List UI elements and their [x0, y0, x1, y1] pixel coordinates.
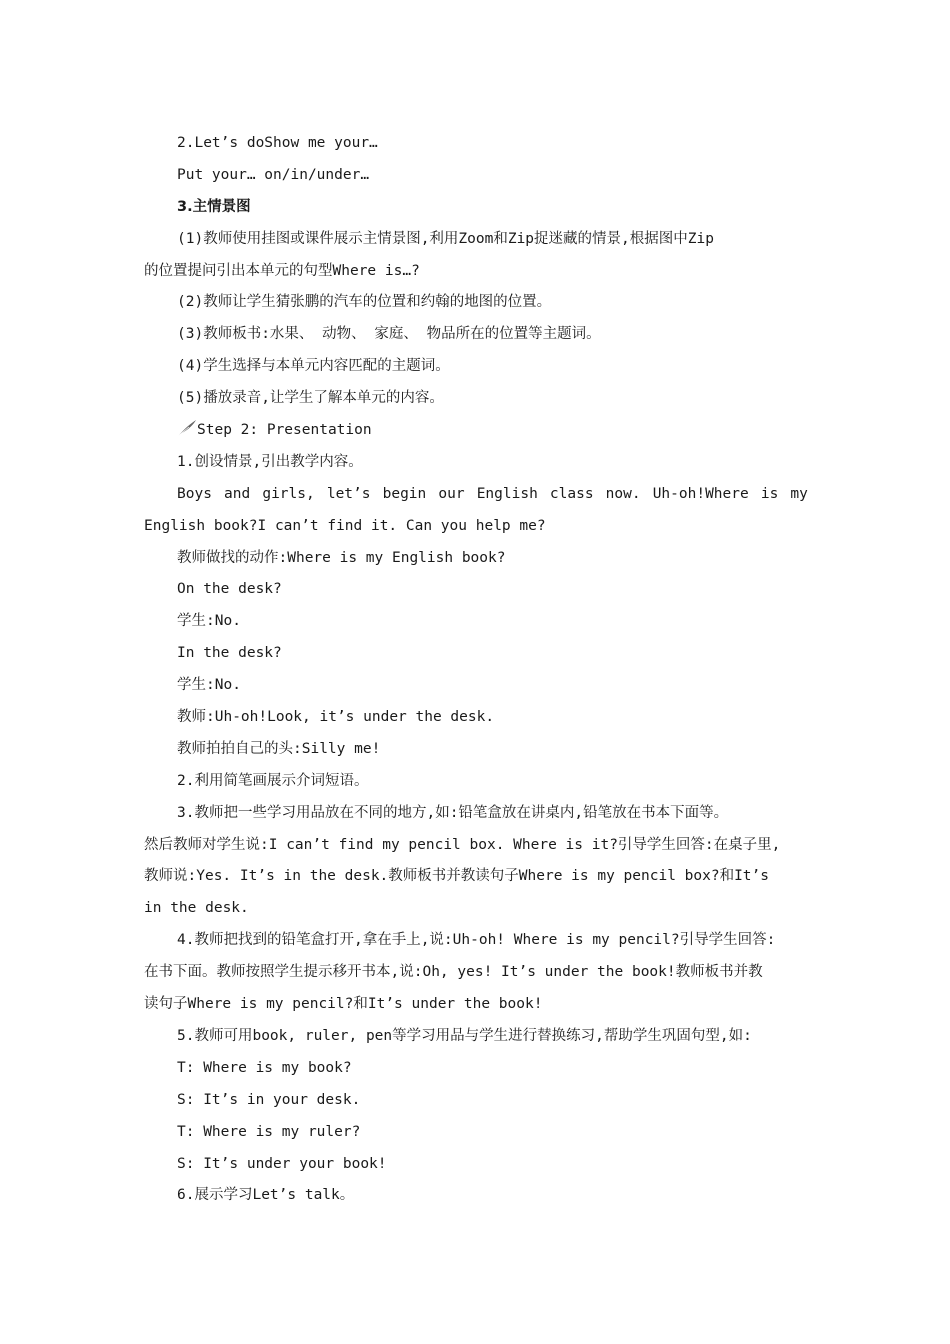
word: is — [760, 485, 779, 502]
section-heading: 3.主情景图 — [177, 198, 251, 215]
step-title: Step 2: Presentation — [197, 422, 372, 439]
word: girls, — [262, 485, 315, 502]
text-line: 在书下面。教师按照学生提示移开书本,说:Oh, yes! It’s under the book!教师板书并教 — [144, 964, 763, 981]
text-line: On the desk? — [177, 581, 282, 598]
text-line: (5)播放录音,让学生了解本单元的内容。 — [177, 390, 444, 407]
feather-pen-icon — [177, 419, 197, 437]
text-line: 2.利用简笔画展示介词短语。 — [177, 772, 369, 789]
text-line: T: Where is my book? — [177, 1059, 352, 1076]
text-line: in the desk. — [144, 900, 249, 917]
text-line: Put your… on/in/under… — [177, 166, 370, 183]
text-line: 的位置提问引出本单元的句型Where is…? — [144, 262, 420, 279]
word: class — [549, 485, 594, 502]
text-line: In the desk? — [177, 645, 282, 662]
word: our — [438, 485, 465, 502]
text-line: 读句子Where is my pencil?和It’s under the book! — [144, 996, 543, 1013]
text-line: (1)教师使用挂图或课件展示主情景图,利用Zoom和Zip捉迷藏的情景,根据图中Zip — [177, 230, 714, 247]
step-heading — [144, 415, 808, 447]
text-line: 5.教师可用book, ruler, pen等学习用品与学生进行替换练习,帮助学生巩固句型,如: — [177, 1027, 752, 1044]
text-line: S: It’s under your book! — [177, 1155, 387, 1172]
text-line: 然后教师对学生说:I can’t find my pencil box. Where is it?引导学生回答:在桌子里, — [144, 836, 781, 853]
word: and — [224, 485, 251, 502]
text-line: (2)教师让学生猜张鹏的汽车的位置和约翰的地图的位置。 — [177, 294, 552, 311]
text-line: 教师拍拍自己的头:Silly me! — [177, 740, 381, 757]
word: let’s — [326, 485, 371, 502]
text-line: (4)学生选择与本单元内容匹配的主题词。 — [177, 358, 450, 375]
word: now. — [605, 485, 641, 502]
text-line: 教师做找的动作:Where is my English book? — [177, 549, 506, 566]
text-line: 教师:Uh-oh!Look, it’s under the desk. — [177, 709, 495, 726]
text-line: 1.创设情景,引出教学内容。 — [177, 453, 363, 470]
text-line: 学生:No. — [177, 677, 241, 694]
text-line: S: It’s in your desk. — [177, 1091, 361, 1108]
word: begin — [382, 485, 427, 502]
text-line: 2.Let’s doShow me your… — [177, 135, 378, 151]
text-line: 学生:No. — [177, 613, 241, 630]
word: Boys — [177, 485, 212, 502]
text-line: English book?I can’t find it. Can you help me? — [144, 517, 546, 534]
text-line: 教师说:Yes. It’s in the desk.教师板书并教读句子Where is my pencil box?和It’s — [144, 868, 769, 885]
word: English — [476, 485, 538, 502]
text-line: 4.教师把找到的铅笔盒打开,拿在手上,说:Uh-oh! Where is my pencil?引导学生回答: — [177, 932, 776, 949]
justified-line — [144, 479, 808, 511]
document-page — [144, 128, 808, 1212]
text-line: T: Where is my ruler? — [177, 1123, 361, 1140]
text-line: (3)教师板书:水果、 动物、 家庭、 物品所在的位置等主题词。 — [177, 326, 601, 343]
text-line: 3.教师把一些学习用品放在不同的地方,如:铅笔盒放在讲桌内,铅笔放在书本下面等。 — [177, 804, 729, 821]
word: my — [790, 485, 808, 502]
text-line: 6.展示学习Let’s talk。 — [177, 1187, 355, 1204]
word: Uh-oh!Where — [652, 485, 749, 502]
